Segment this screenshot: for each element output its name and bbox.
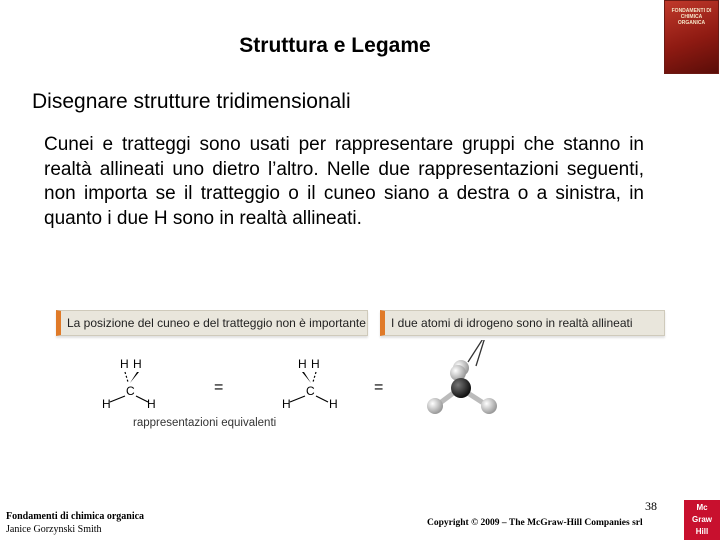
pointer-arrow-2: [476, 340, 486, 366]
atom-h-top-right: H: [133, 357, 142, 371]
book-cover-thumbnail: [664, 0, 719, 74]
ball-stick-model: [427, 340, 497, 414]
equals-sign-2: =: [374, 379, 384, 396]
banner-right: [380, 310, 665, 336]
atom-c: C: [126, 384, 135, 398]
slide-subtitle: Disegnare strutture tridimensionali: [32, 90, 351, 113]
carbon-atom: [451, 378, 471, 398]
logo-line-2: Graw: [691, 515, 712, 524]
footer-book-title: Fondamenti di chimica organica: [6, 511, 145, 522]
atom-h-bottom-left: H: [102, 397, 111, 411]
atom-h-top-left-2: H: [298, 357, 307, 371]
banner-right-text: I due atomi di idrogeno sono in realtà allineati: [391, 316, 633, 330]
logo-line-3: Hill: [695, 527, 709, 536]
equivalents-label: rappresentazioni equivalenti: [133, 417, 277, 429]
atom-h-top-right-2: H: [311, 357, 320, 371]
atom-h-bottom-right: H: [147, 397, 156, 411]
banner-left: [56, 310, 368, 336]
logo-line-1: Mc: [696, 503, 708, 512]
footer-copyright: Copyright © 2009 – The McGraw-Hill Companies srl: [427, 518, 643, 528]
body-paragraph: Cunei e tratteggi sono usati per rappresentare gruppi che stanno in realtà allineati uno dietro l’altro. Nelle due rappresentazioni seguenti, non importa se il tratteggio o il cuneo siano a destra o a sinistra, in quanto i due H sono in realtà allineati.: [44, 134, 644, 229]
molecule-figure: [0, 340, 720, 420]
hydrogen-left: [427, 398, 443, 414]
atom-h-bottom-right-2: H: [329, 397, 338, 411]
book-cover-title: FONDAMENTI DI CHIMICA ORGANICA: [671, 8, 712, 26]
page-number: 38: [645, 499, 657, 513]
structure-1: [102, 357, 156, 411]
banner-left-text: La posizione del cuneo e del tratteggio non è importante: [67, 316, 366, 330]
structure-2: [282, 357, 338, 411]
slide-title: Struttura e Legame: [239, 34, 431, 57]
publisher-logo: [684, 500, 720, 540]
hydrogen-right: [481, 398, 497, 414]
atom-h-top-left: H: [120, 357, 129, 371]
equals-sign-1: =: [214, 379, 224, 396]
atom-c-2: C: [306, 384, 315, 398]
atom-h-bottom-left-2: H: [282, 397, 291, 411]
footer-author: Janice Gorzynski Smith: [6, 524, 102, 535]
